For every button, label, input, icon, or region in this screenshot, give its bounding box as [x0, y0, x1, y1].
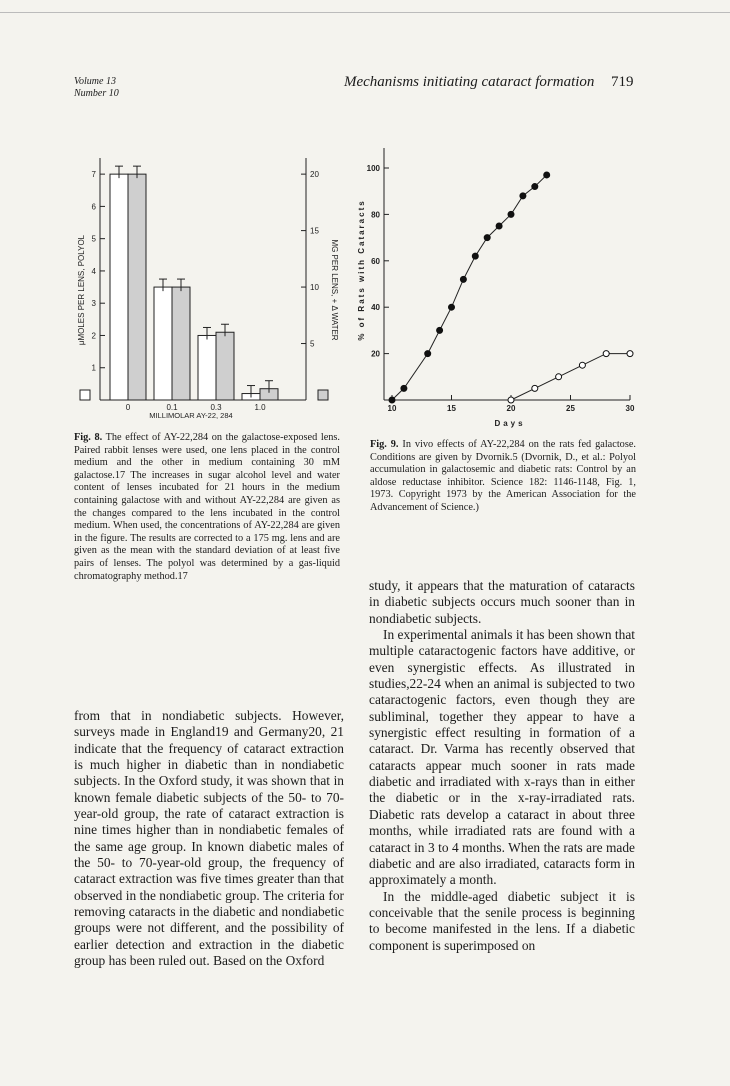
fig8-right-tick-label: 20: [310, 170, 319, 180]
fig9-point: [401, 385, 407, 391]
fig8-bar-water: [128, 174, 146, 400]
fig9-point: [472, 253, 478, 259]
fig9-point: [437, 327, 443, 333]
fig8-bar-polyol: [154, 287, 172, 400]
fig9-x-tick-label: 20: [506, 404, 516, 413]
fig8-caption-text: The effect of AY-22,284 on the galactose-exposed lens. Paired rabbit lenses were used, one lens placed in the control medium and the other in medium containing 30 mM galactose.17 The increases in sugar alcohol level and water content of lenses incubated for 21 hours in the medium containing galactose with and without AY-22,284 are given as the changes compared to the lens incubated in the control medium. When used, the concentrations of AY-22,284 are given in the figure. The results are corrected to a 175 mg. lens and are given as the mean with the standard deviation of at least five pairs of lenses. The polyol was determined by a gas-liquid chromatography method.17: [74, 432, 341, 582]
running-title: Mechanisms initiating cataract formation: [344, 74, 595, 90]
body-column-right: [369, 578, 635, 954]
fig8-ylabel-left: μMOLES PER LENS, POLYOL: [77, 234, 86, 346]
fig9-point: [532, 184, 538, 190]
fig9-point: [484, 235, 490, 241]
fig9-x-tick-label: 25: [566, 404, 575, 413]
fig8-left-tick-label: 5: [91, 234, 96, 244]
fig9-y-tick-label: 80: [371, 210, 380, 220]
fig9-y-tick-label: 60: [371, 256, 380, 266]
fig8-left-tick-label: 7: [91, 170, 96, 180]
fig9-point: [508, 211, 514, 217]
fig8-right-tick-label: 10: [310, 283, 319, 293]
fig9-point: [579, 362, 585, 368]
fig9-point: [496, 223, 502, 229]
fig9-point: [603, 351, 609, 357]
fig8-left-tick-label: 2: [91, 331, 96, 341]
paragraph: In experimental animals it has been shown that multiple cataractogenic factors have additive, or even synergistic effects. As illustrated in studies,22-24 when an animal is subjected to two cataractogenic factors, even though they are subliminal, together they appear to have a synergistic effect resulting in formation of a cataract. Dr. Varma has recently observed that cataracts appear much sooner in rats made diabetic and irradiated with x-rays than in either the diabetic or in the x-ray-irradiated rats. Diabetic rats develop a cataract in about three months, while irradiated rats are found with a cataract in 3 to 4 months. When the rats are made diabetic and are also irradiated, cataracts form in approximately a month.: [369, 627, 635, 888]
fig9-caption-text: In vivo effects of AY-22,284 on the rats fed galactose. Conditions are given by Dvornik.5 (Dvornik, D., et al.: Polyol accumulation in galactosemic and diabetic rats: Control by an aldose reductase inhibitor. Science 182: 1146-1148, Fig. 1, 1973. Copyright 1973 by the American Association for the Advancement of Science.): [370, 439, 636, 513]
page-number: 719: [611, 74, 634, 90]
fig8-bar-water: [172, 287, 190, 400]
fig9-chart: [352, 138, 642, 428]
fig9-series-line: [392, 175, 547, 400]
fig8-bar-water: [216, 332, 234, 400]
fig9-y-tick-label: 100: [366, 164, 380, 173]
fig8-legend-polyol: [80, 390, 90, 400]
fig8-right-tick-label: 15: [310, 226, 319, 236]
fig9-point: [627, 351, 633, 357]
fig8-xlabel: MILLIMOLAR AY-22, 284: [149, 411, 233, 420]
fig9-caption-label: Fig. 9.: [370, 439, 399, 450]
paragraph: study, it appears that the maturation of cataracts in diabetic subjects occurs much sooner than in nondiabetic subjects.: [369, 578, 635, 626]
top-rule: [0, 12, 730, 13]
fig9-y-tick-label: 40: [371, 303, 380, 313]
fig9-point: [508, 397, 514, 403]
fig9-point: [449, 304, 455, 310]
fig8-ylabel-right: MG PER LENS, + Δ WATER: [330, 239, 339, 341]
fig8-category-label: 0.1: [166, 403, 178, 412]
volume: Volume 13: [74, 76, 116, 87]
fig9-series-line: [511, 354, 630, 400]
journal-volume-info: [74, 76, 119, 100]
fig9-point: [460, 276, 466, 282]
fig9-point: [532, 385, 538, 391]
fig9-point: [520, 193, 526, 199]
fig9-point: [556, 374, 562, 380]
fig8-category-label: 0: [125, 403, 131, 412]
issue-number: Number 10: [74, 88, 119, 99]
fig9-caption: [370, 439, 636, 515]
body-column-left: [74, 708, 344, 970]
fig8-caption-label: Fig. 8.: [74, 432, 103, 443]
fig8-chart: [76, 150, 346, 430]
fig8-left-tick-label: 6: [91, 202, 96, 212]
fig8-left-tick-label: 4: [91, 266, 96, 276]
fig8-legend-water: [318, 390, 328, 400]
fig9-x-tick-label: 30: [625, 404, 635, 413]
fig9-point: [425, 351, 431, 357]
fig9-ylabel: % of Rats with Cataracts: [357, 199, 366, 341]
fig8-bar-polyol: [198, 335, 216, 400]
fig9-x-tick-label: 15: [447, 404, 456, 413]
fig9-xlabel: Days: [494, 419, 526, 428]
fig8-caption: [74, 432, 340, 583]
fig8-right-tick-label: 5: [310, 339, 315, 349]
paragraph: In the middle-aged diabetic subject it is conceivable that the senile process is beginning to become manifested in the lens. If a diabetic component is superimposed on: [369, 888, 635, 953]
paragraph: from that in nondiabetic subjects. However, surveys made in England19 and Germany20, 21 indicate that the frequency of cataract extraction is much higher in diabetic than in nondiabetic subjects. In the Oxford study, it was shown that in known female diabetic subjects of the 50- to 70-year-old group, the rate of cataract extraction is nine times higher than in nondiabetic females of the same age group. In known diabetic males of the 50- to 70-year-old group, the frequency of cataract extraction was five times greater than that observed in the nondiabetic group. The criteria for removing cataracts in the diabetic and nondiabetic groups were not different, and the possibility of earlier detection and extraction in the diabetic group has been ruled out. Based on the Oxford: [74, 708, 344, 969]
fig8-category-label: 1.0: [254, 403, 266, 412]
fig8-category-label: 0.3: [210, 403, 222, 412]
fig9-point: [544, 172, 550, 178]
fig8-left-tick-label: 1: [91, 363, 96, 373]
fig8-bar-polyol: [110, 174, 128, 400]
fig9-x-tick-label: 10: [387, 404, 397, 413]
fig9-y-tick-label: 20: [371, 349, 380, 359]
fig8-left-tick-label: 3: [91, 299, 96, 309]
fig9-point: [389, 397, 395, 403]
